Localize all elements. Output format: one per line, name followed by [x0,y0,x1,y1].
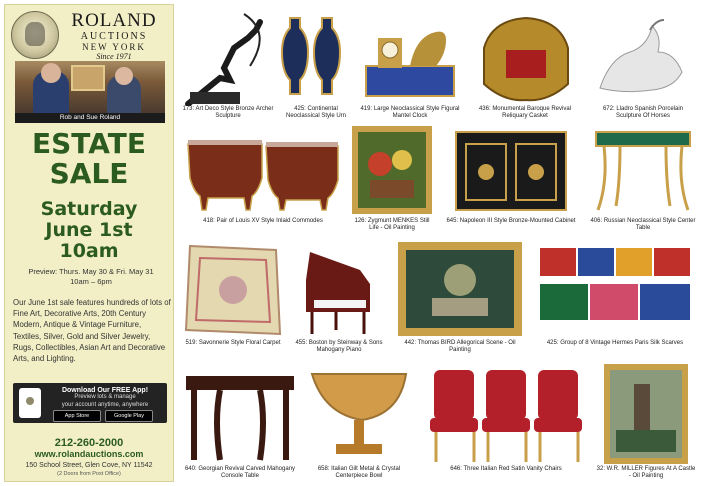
lot-caption: 436: Monumental Baroque Revival Reliquary Casket [478,106,572,119]
centerpiece-bowl-image [304,362,414,466]
lot-item[interactable] [396,240,524,354]
lot-caption: 455: Boston by Steinway & Sons Mahogany Piano [295,340,383,353]
lot-caption: 519: Savonnerie Style Floral Carpet [185,340,281,346]
photo-person-right-head [115,67,133,85]
app-promo-title: Download Our FREE App! [61,387,149,394]
sale-title-line-2: SALE [49,157,129,190]
silk-scarves-image [534,240,696,340]
lot-item[interactable] [356,8,464,120]
lot-item[interactable] [180,362,300,482]
left-info-panel [4,4,174,482]
lot-item[interactable] [180,124,346,232]
photo-person-left-head [41,63,61,83]
preview-hours: 10am – 6pm [70,277,112,286]
address-note: (2 Doors from Post Office) [57,471,121,477]
street-address: 150 School Street, Glen Cove, NY 11542 [25,462,153,469]
lot-item[interactable] [468,8,582,120]
lot-caption: 658: Italian Gilt Metal & Crystal Centerpiece Bowl [317,466,401,479]
brand-city: NEW YORK [82,42,146,52]
carpet-image [180,240,286,340]
sale-description: Our June 1st sale features hundreds of lots of Fine Art, Decorative Arts, 20th Century Modern, Antique & Vintage Furniture, Textiles, Silver, Gold and Silver Jewelry, Rugs, Collectibles, Asian Art and Decorative Arts, and Lighting. [13,298,171,364]
lot-item[interactable] [590,8,696,120]
commodes-image [180,124,346,218]
sale-title [5,129,173,189]
app-promo[interactable] [13,383,167,423]
phone-icon [19,388,41,418]
sale-date-time: 10am [59,240,119,262]
lot-item[interactable] [438,124,584,232]
lot-caption: 419: Large Neoclassical Style Figural Mantel Clock [360,106,460,119]
photo-caption: Rob and Sue Roland [15,113,165,123]
center-table-image [590,124,696,218]
reliquary-casket-image [468,8,582,106]
brand-name: ROLAND [71,10,157,31]
archer-sculpture-image [180,8,276,106]
lot-caption: 32: W.R. MILLER Figures At A Castle - Oil Painting [596,466,696,479]
lot-caption: 645: Napoleon III Style Bronze-Mounted Cabinet [446,218,576,224]
lot-item[interactable] [180,8,276,120]
lot-caption: 418: Pair of Louis XV Style Inlaid Commodes [203,218,323,224]
brand-sub: AUCTIONS [80,31,148,42]
lot-item[interactable] [534,240,696,354]
owners-photo [15,61,165,113]
sale-date-day: Saturday [40,198,138,220]
crest-emblem-icon [11,11,59,59]
roland-logo [11,11,169,59]
lot-caption: 126: Zygmunt MENKES Still Life - Oil Painting [354,218,430,231]
website-link[interactable]: www.rolandauctions.com [34,449,144,459]
sale-date [5,199,173,262]
lot-item[interactable] [280,8,352,120]
sale-title-line-1: ESTATE [32,127,146,160]
allegorical-painting-image [396,240,524,340]
vanity-chairs-image [420,362,592,466]
lot-item[interactable] [590,124,696,232]
app-promo-line-2: your account anytime, anywhere [61,401,149,408]
app-store-badge[interactable]: App Store [53,410,101,422]
still-life-painting-image [350,124,434,218]
mantel-clock-image [356,8,464,106]
lot-item[interactable] [304,362,414,482]
preview-info [13,267,169,287]
preview-dates: Preview: Thurs. May 30 & Fri. May 31 [28,267,154,276]
urn-pair-image [280,8,352,106]
lot-caption: 406: Russian Neoclassical Style Center Table [590,218,696,231]
phone-number[interactable]: 212-260-2000 [54,437,124,449]
lot-item[interactable] [350,124,434,232]
app-promo-text [49,394,161,409]
lot-caption: 646: Three Italian Red Satin Vanity Chairs [450,466,562,472]
piano-image [290,240,388,340]
lot-caption: 425: Group of 8 Vintage Hermes Paris Silk Scarves [546,340,684,346]
lot-caption: 425: Continental Neoclassical Style Urn [285,106,347,119]
lot-caption: 672: Lladro Spanish Porcelain Sculpture Of Horses [602,106,684,119]
lot-caption: 173: Art Deco Style Bronze Archer Sculpture [182,106,274,119]
sale-date-month: June 1st [45,219,133,241]
brand-since: Since 1971 [96,52,132,61]
brand-wordmark [59,11,169,61]
castle-painting-image [596,362,696,466]
lot-item[interactable] [290,240,388,354]
photo-artwork [71,65,105,91]
lot-item[interactable] [180,240,286,354]
console-table-image [180,362,300,466]
google-play-badge[interactable]: Google Play [105,410,153,422]
app-promo-line-1: Preview lots & manage [74,394,136,400]
lot-item[interactable] [596,362,696,482]
lot-caption: 640: Georgian Revival Carved Mahogany Console Table [184,466,296,479]
lot-caption: 442: Thomas BIRD Allegorical Scene - Oil Painting [404,340,516,353]
cabinet-image [438,124,584,218]
lot-item[interactable] [420,362,592,482]
porcelain-horses-image [590,8,696,106]
